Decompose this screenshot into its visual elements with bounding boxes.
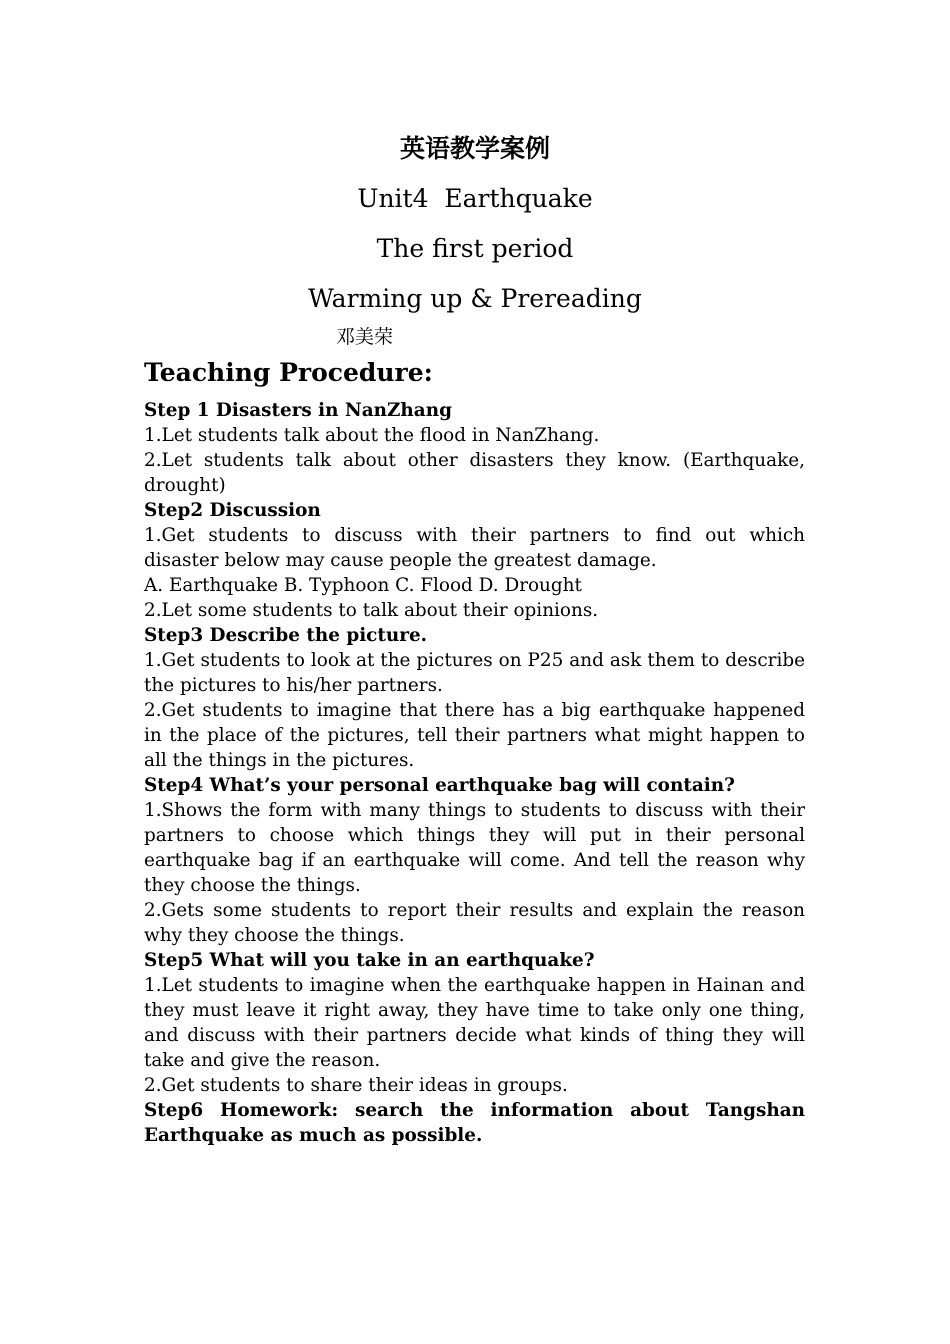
step-line: 1.Get students to look at the pictures on P25 and ask them to describe the pictures to his/her partners. (144, 650, 805, 696)
author-name: 邓美荣 (336, 326, 394, 348)
procedure-body (144, 398, 805, 1148)
step-title: Step 1 Disasters in NanZhang (144, 400, 452, 421)
step-title: Step6 Homework: search the information about Tangshan Earthquake as much as possible. (144, 1100, 805, 1146)
step-line: 1.Get students to discuss with their partners to find out which disaster below may cause people the greatest damage. (144, 525, 805, 571)
section-title: Warming up & Prereading (308, 284, 642, 313)
step-line: 2.Gets some students to report their results and explain the reason why they choose the things. (144, 900, 805, 946)
step-line: 1.Let students talk about the flood in NanZhang. (144, 425, 600, 446)
step-line: 2.Let students talk about other disasters they know. (Earthquake, drought) (144, 450, 805, 496)
procedure-heading: Teaching Procedure: (144, 358, 433, 387)
step-title: Step4 What’s your personal earthquake bag will contain? (144, 775, 735, 796)
step-line: A. Earthquake B. Typhoon C. Flood D. Drought (144, 575, 582, 596)
step-line: 1.Let students to imagine when the earthquake happen in Hainan and they must leave it right away, they have time to take only one thing, and discuss with their partners decide what kinds of thing they will take and give the reason. (144, 975, 805, 1071)
step-title: Step2 Discussion (144, 500, 321, 521)
step-title: Step5 What will you take in an earthquake? (144, 950, 595, 971)
step-line: 1.Shows the form with many things to students to discuss with their partners to choose which things they will put in their personal earthquake bag if an earthquake will come. And tell the reason why they choose the things. (144, 800, 805, 896)
unit-title: Unit4 Earthquake (357, 184, 593, 213)
document-title: 英语教学案例 (399, 134, 550, 163)
period-title: The first period (376, 234, 574, 263)
step-line: 2.Let some students to talk about their opinions. (144, 600, 599, 621)
step-line: 2.Get students to imagine that there has a big earthquake happened in the place of the pictures, tell their partners what might happen to all the things in the pictures. (144, 700, 805, 771)
step-line: 2.Get students to share their ideas in groups. (144, 1075, 568, 1096)
step-title: Step3 Describe the picture. (144, 625, 428, 646)
